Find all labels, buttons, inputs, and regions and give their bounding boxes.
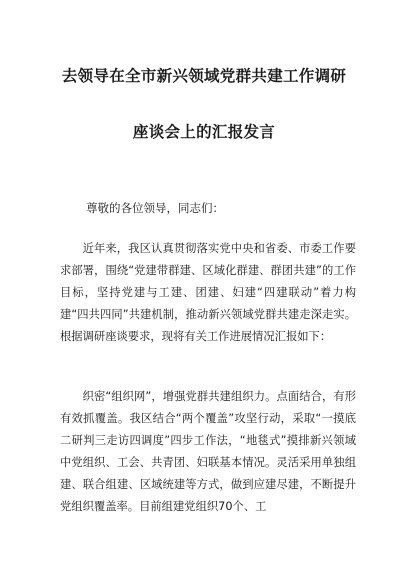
document-title-line-2: 座谈会上的汇报发言	[132, 123, 276, 141]
greeting: 尊敬的各位领导，同志们：	[86, 201, 224, 215]
paragraph-intro: 近年来，我区认真贯彻落实党中央和省委、市委工作要求部署，围绕“党建带群建、区域化群建、群团共建”的工作目标，坚持党建与工建、团建、妇建“四建联动”着力构建“四共四同”共建机制，推动新兴领域党群共建走深走实。根据调研座谈要求，现将有关工作进展情况汇报如下：	[60, 242, 356, 343]
paragraph-organization-network: 织密“组织网”，增强党群共建组织力。点面结合，有形有效抓覆盖。我区结合“两个覆盖”攻坚行动，采取“一摸底二研判三走访四调度”四步工作法，“地毯式”摸排新兴领域中党组织、工会、共青团、妇联基本情况。灵活采用单独组建、联合组建、区域统建等方式，做到应建尽建，不断提升党组织覆盖率。目前组建党组织70个、工	[60, 390, 356, 513]
document-title-line-1: 去领导在全市新兴领域党群共建工作调研	[61, 67, 347, 85]
